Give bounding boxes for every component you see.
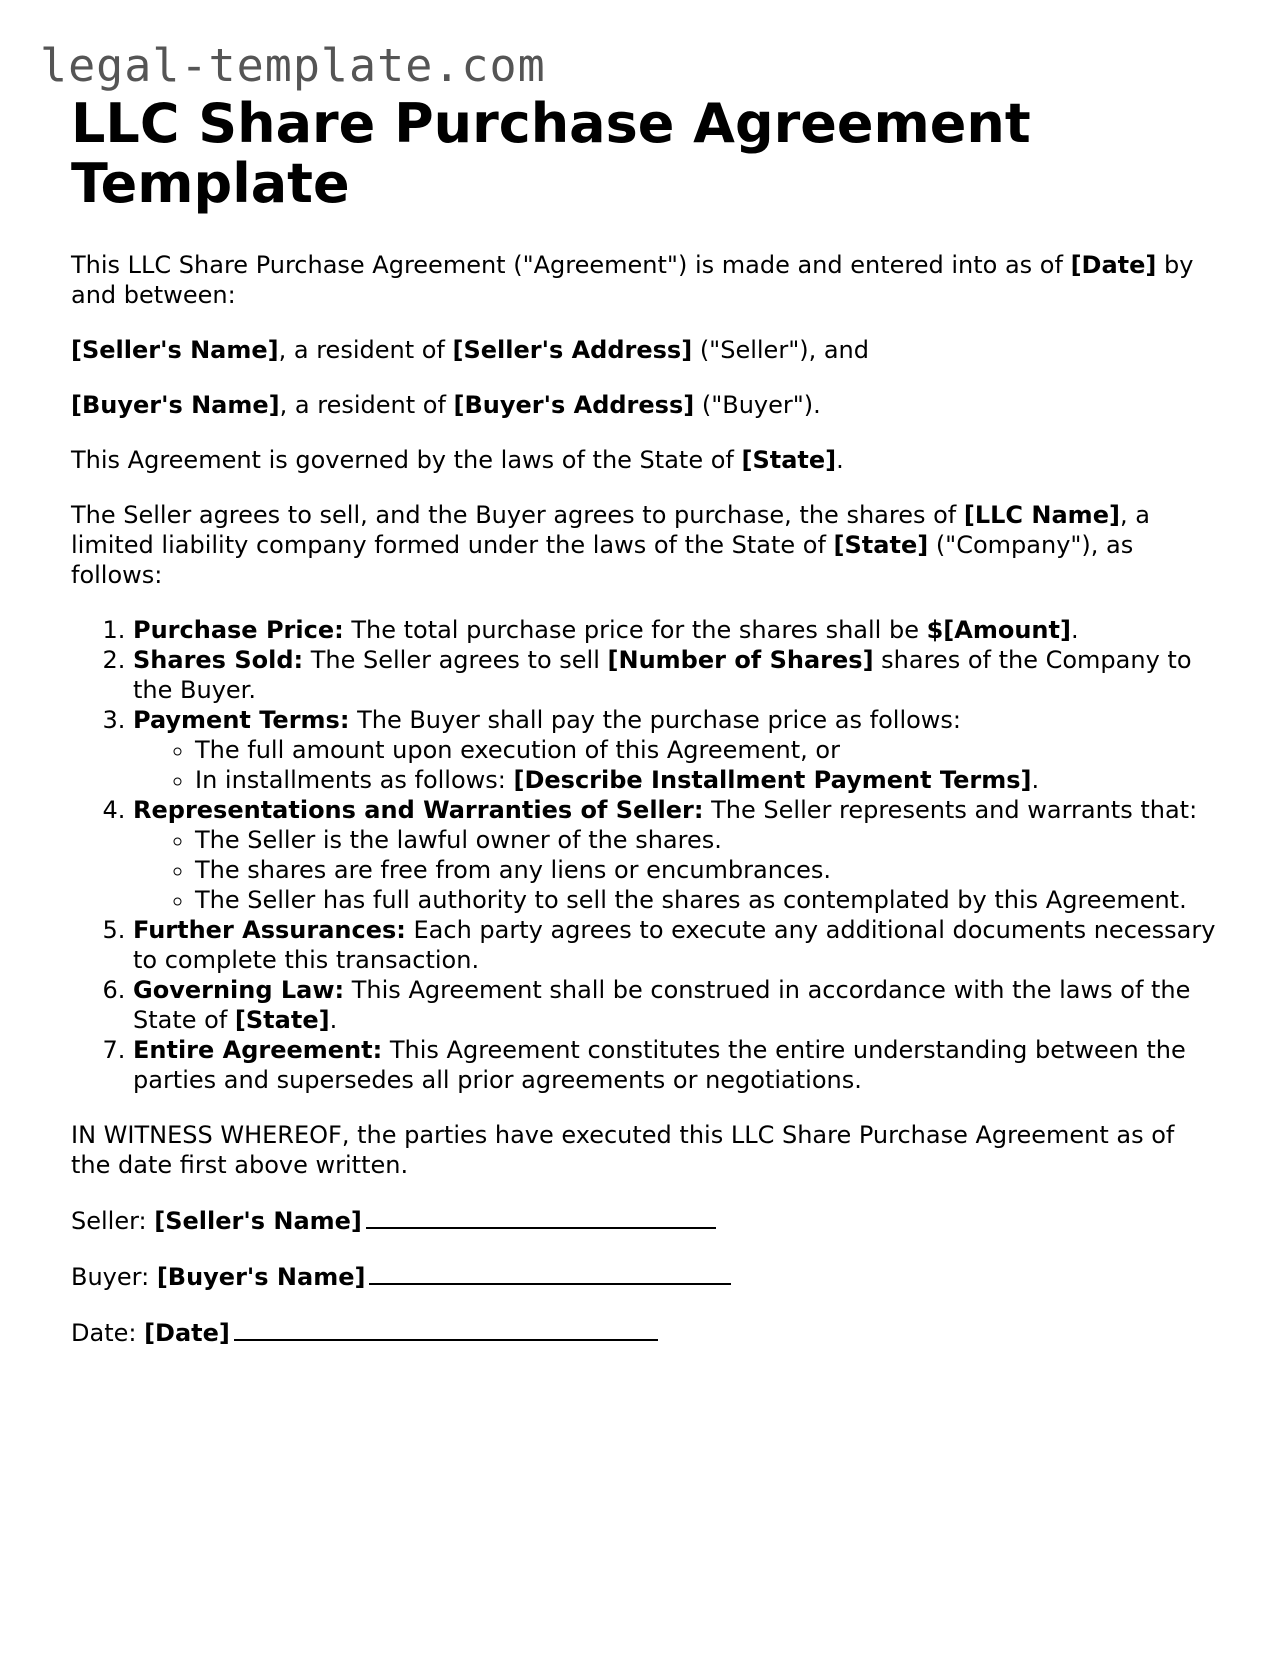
seller-signature-label: Seller: — [71, 1207, 155, 1235]
term-label: Representations and Warranties of Seller: — [133, 796, 704, 824]
term-representations — [133, 795, 1221, 915]
governed-state-placeholder: [State] — [741, 446, 837, 474]
term-shares-sold — [133, 645, 1221, 705]
sale-mid: , a limited liability company formed under the laws of the State of — [71, 501, 1150, 559]
buyer-party-paragraph — [71, 390, 1221, 420]
governing-state-placeholder: [State] — [234, 1006, 330, 1034]
term-text: This Agreement shall be construed in accordance with the laws of the State of — [133, 976, 1191, 1034]
installment-terms-placeholder: [Describe Installment Payment Terms] — [513, 766, 1032, 794]
term-entire-agreement — [133, 1035, 1221, 1095]
term-payment-terms — [133, 705, 1221, 795]
installments-lead: In installments as follows: — [195, 766, 514, 794]
buyer-signature-name: [Buyer's Name] — [156, 1263, 366, 1291]
governed-paragraph — [71, 445, 1221, 475]
sale-state-placeholder: [State] — [833, 531, 929, 559]
seller-name-placeholder: [Seller's Name] — [71, 336, 279, 364]
date-signature-label: Date: — [71, 1319, 145, 1347]
payment-option-full: ◦ The full amount upon execution of this Agreement, or — [195, 735, 1221, 765]
list-item: ◦ The Seller has full authority to sell the shares as contemplated by this Agreement. — [195, 885, 1221, 915]
date-signature-value: [Date] — [144, 1319, 230, 1347]
seller-party-paragraph — [71, 335, 1221, 365]
term-tail: shares of the Company to the Buyer. — [133, 646, 1192, 704]
seller-signature-name: [Seller's Name] — [154, 1207, 362, 1235]
installments-tail: . — [1031, 766, 1040, 794]
sale-tail: ("Company"), as follows: — [71, 531, 1134, 589]
seller-signature-line — [71, 1205, 1221, 1236]
page-title: LLC Share Purchase Agreement Template — [71, 92, 1031, 215]
date-signature-blank[interactable] — [234, 1317, 658, 1341]
term-text: This Agreement constitutes the entire understanding between the parties and supersedes all prior agreements or negotiations. — [133, 1036, 1186, 1094]
date-signature-line — [71, 1317, 1221, 1348]
amount-placeholder: $[Amount] — [926, 616, 1071, 644]
intro-lead: This LLC Share Purchase Agreement ("Agreement") is made and entered into as of — [71, 251, 1071, 279]
term-tail: . — [1070, 616, 1079, 644]
llc-name-placeholder: [LLC Name] — [963, 501, 1120, 529]
term-text: The Seller agrees to sell — [303, 646, 608, 674]
term-purchase-price — [133, 615, 1221, 645]
term-text: The Buyer shall pay the purchase price as follows: — [349, 706, 962, 734]
payment-option-installments — [195, 765, 1221, 795]
term-label: Purchase Price: — [133, 616, 344, 644]
buyer-party-mid: , a resident of — [279, 391, 454, 419]
term-label: Entire Agreement: — [133, 1036, 383, 1064]
watermark-logo: legal-template.com — [40, 39, 546, 92]
governed-lead: This Agreement is governed by the laws of the State of — [71, 446, 742, 474]
governed-tail: . — [836, 446, 844, 474]
sale-lead: The Seller agrees to sell, and the Buyer agrees to purchase, the shares of — [71, 501, 964, 529]
intro-tail: by and between: — [71, 251, 1194, 309]
term-text: The total purchase price for the shares shall be — [343, 616, 927, 644]
buyer-signature-line — [71, 1261, 1221, 1292]
sale-paragraph — [71, 500, 1221, 590]
list-item: ◦ The Seller is the lawful owner of the shares. — [195, 825, 1221, 855]
buyer-signature-blank[interactable] — [369, 1261, 731, 1285]
intro-date-placeholder: [Date] — [1070, 251, 1157, 279]
buyer-address-placeholder: [Buyer's Address] — [453, 391, 695, 419]
term-text: The Seller represents and warrants that: — [703, 796, 1198, 824]
witness-paragraph: IN WITNESS WHEREOF, the parties have executed this LLC Share Purchase Agreement as of the date first above written. — [71, 1121, 1175, 1179]
intro-paragraph — [71, 250, 1221, 310]
buyer-signature-label: Buyer: — [71, 1263, 157, 1291]
seller-party-tail: ("Seller"), and — [692, 336, 869, 364]
term-tail: . — [329, 1006, 338, 1034]
seller-signature-blank[interactable] — [366, 1205, 716, 1229]
term-label: Shares Sold: — [133, 646, 304, 674]
seller-address-placeholder: [Seller's Address] — [452, 336, 693, 364]
term-governing-law — [133, 975, 1221, 1035]
number-of-shares-placeholder: [Number of Shares] — [607, 646, 874, 674]
seller-party-mid: , a resident of — [278, 336, 453, 364]
document-body — [71, 94, 1221, 1373]
buyer-name-placeholder: [Buyer's Name] — [71, 391, 280, 419]
term-label: Governing Law: — [133, 976, 345, 1004]
term-text: Each party agrees to execute any additional documents necessary to complete this transaction. — [133, 916, 1216, 974]
list-item: ◦ The shares are free from any liens or encumbrances. — [195, 855, 1221, 885]
payment-options-list — [133, 735, 1221, 795]
term-further-assurances — [133, 915, 1221, 975]
buyer-party-tail: ("Buyer"). — [694, 391, 821, 419]
term-label: Further Assurances: — [133, 916, 406, 944]
representations-list — [133, 825, 1221, 915]
terms-list — [71, 615, 1221, 1095]
term-label: Payment Terms: — [133, 706, 350, 734]
